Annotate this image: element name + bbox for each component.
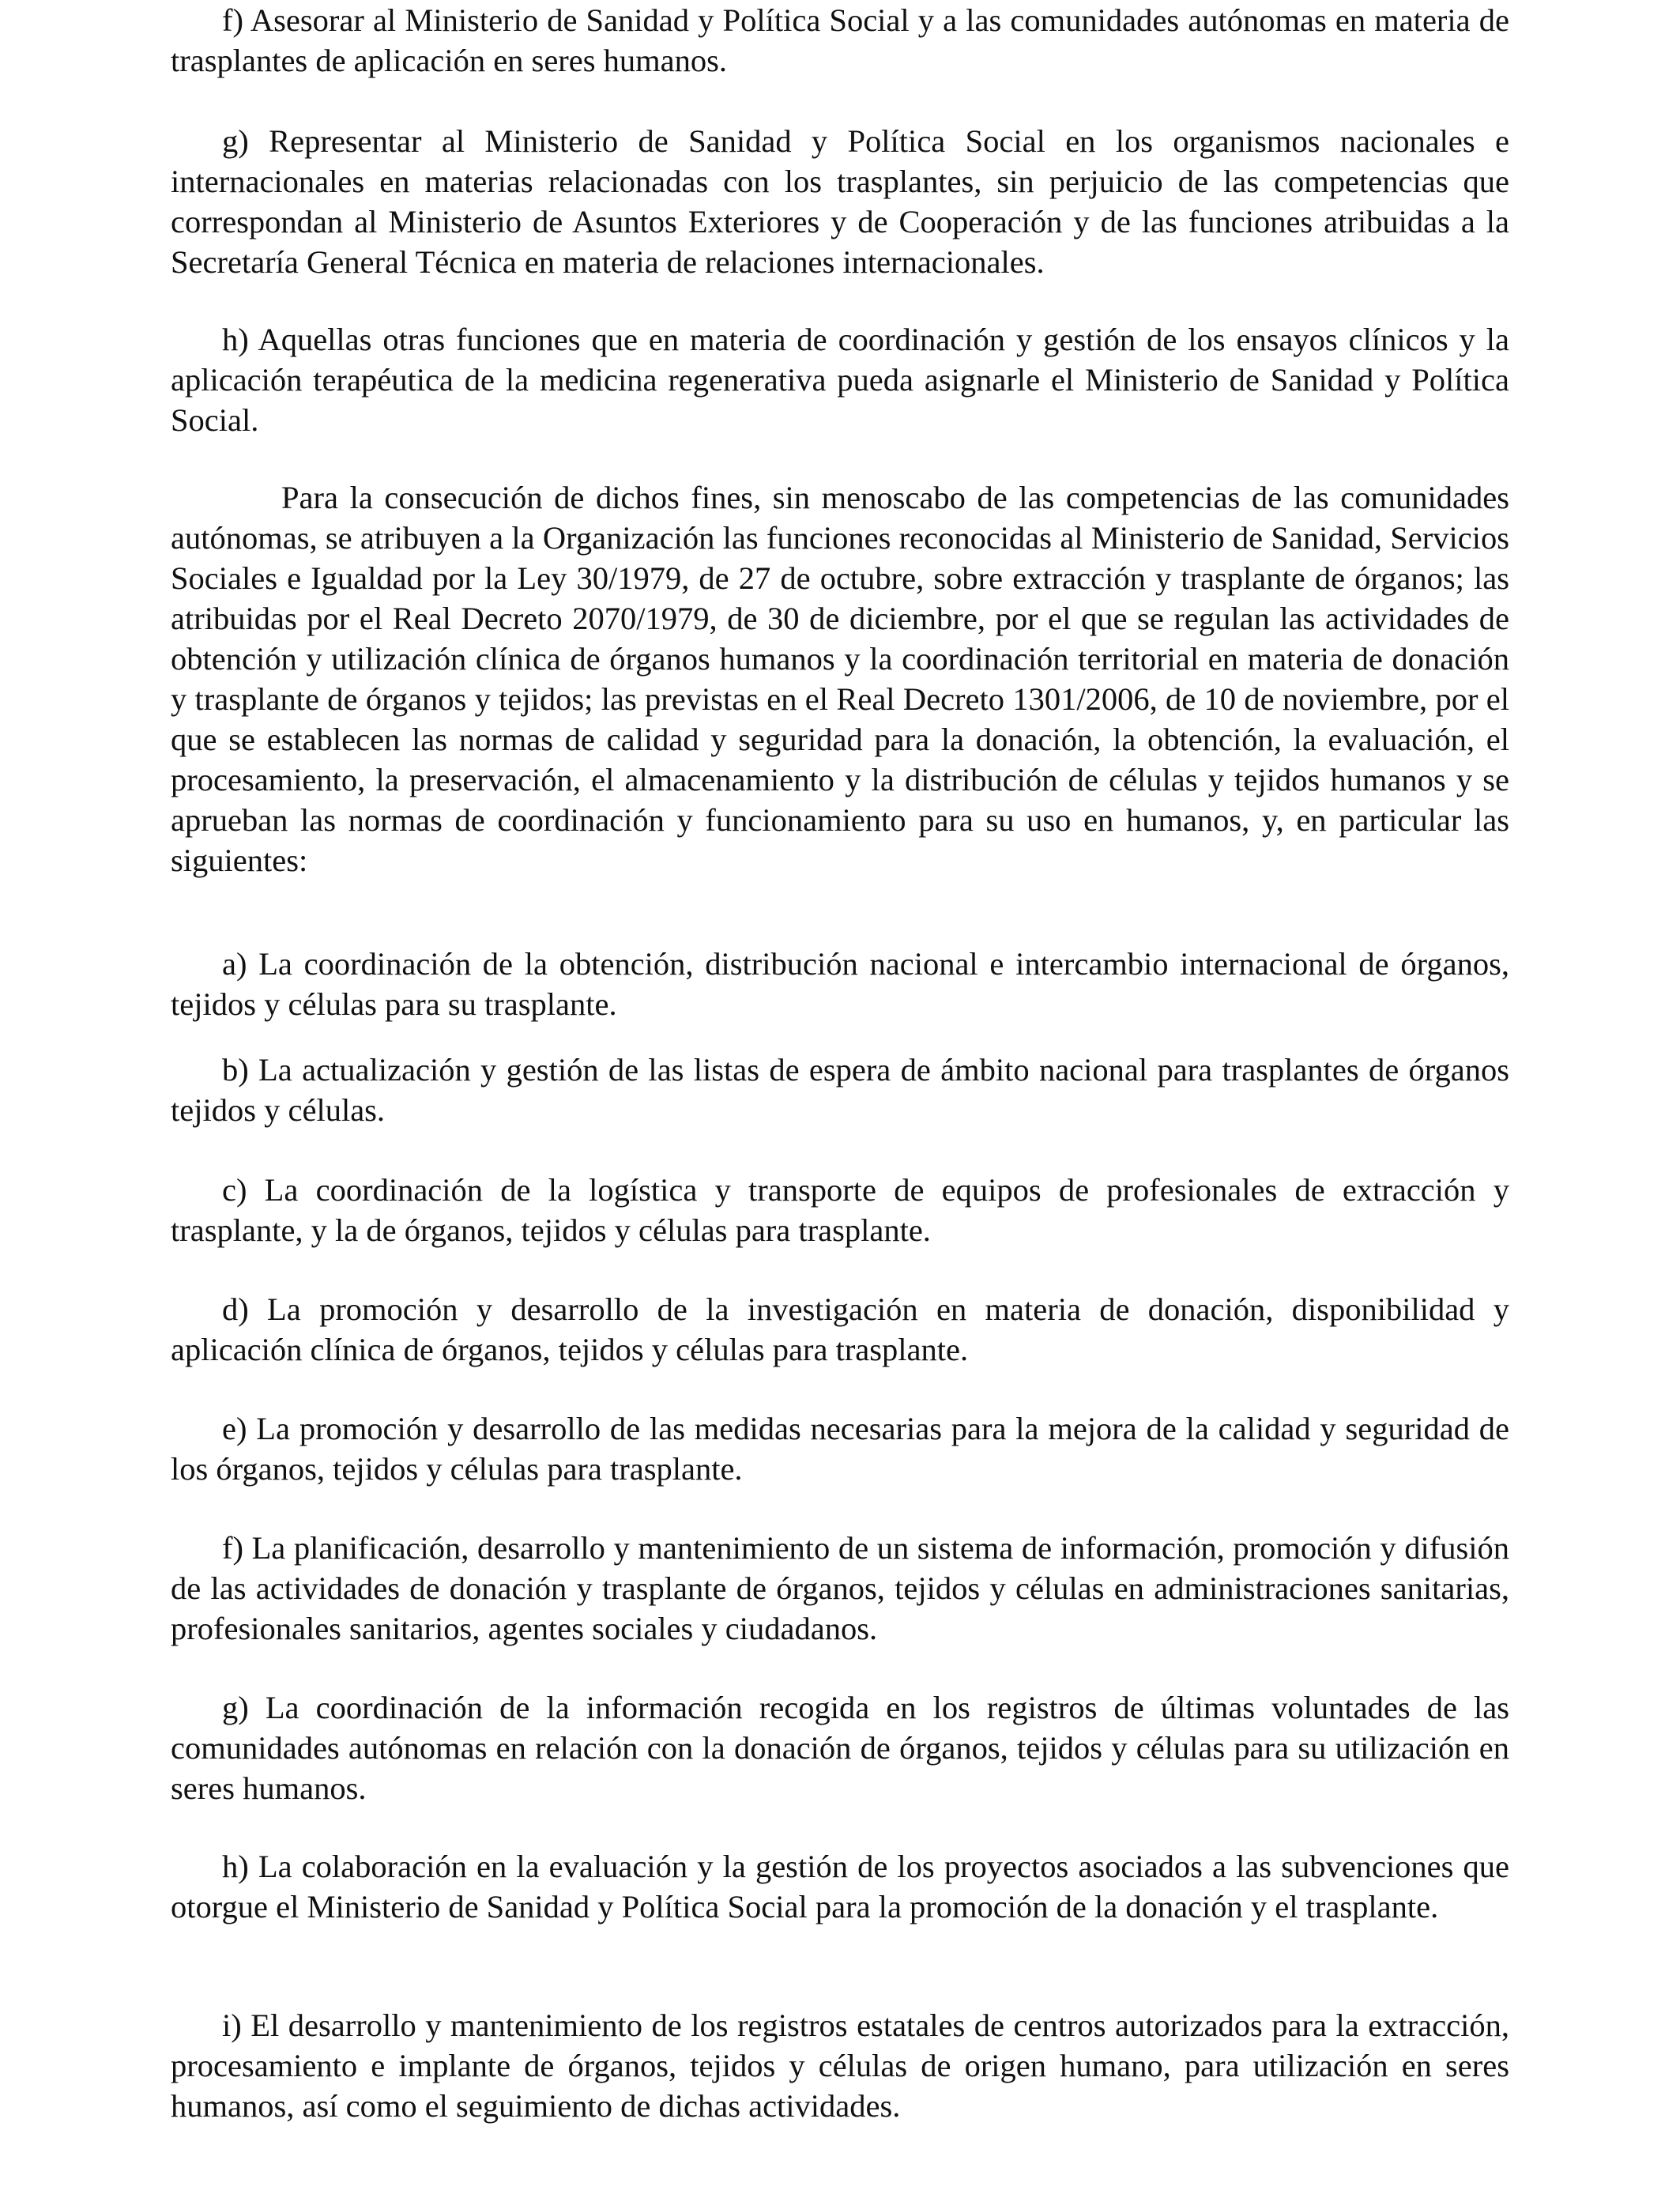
paragraph-f-planificacion: f) La planificación, desarrollo y mantenimiento de un sistema de información, promoción y difusión de las actividades de donación y trasplante de órganos, tejidos y células en administraciones sanitarias, profesionales sanitarios, agentes sociales y ciudadanos. (171, 1530, 1509, 1646)
paragraph-b-actualizacion: b) La actualización y gestión de las listas de espera de ámbito nacional para trasplantes de órganos tejidos y células. (171, 1052, 1509, 1128)
paragraph-d-promocion: d) La promoción y desarrollo de la investigación en materia de donación, disponibilidad y aplicación clínica de órganos, tejidos y células para trasplante. (171, 1291, 1509, 1367)
paragraph-f-asesorar: f) Asesorar al Ministerio de Sanidad y Política Social y a las comunidades autónomas en materia de trasplantes de aplicación en seres humanos. (171, 2, 1509, 78)
paragraph-h-colaboracion: h) La colaboración en la evaluación y la gestión de los proyectos asociados a las subvenciones que otorgue el Ministerio de Sanidad y Política Social para la promoción de la donación y el trasplante. (171, 1849, 1509, 1924)
paragraph-g-registros: g) La coordinación de la información recogida en los registros de últimas voluntades de las comunidades autónomas en relación con la donación de órganos, tejidos y células para su utilización en seres humanos. (171, 1690, 1509, 1806)
paragraph-i-desarrollo: i) El desarrollo y mantenimiento de los registros estatales de centros autorizados para la extracción, procesamiento e implante de órganos, tejidos y células de origen humano, para utilización en seres humanos, así como el seguimiento de dichas actividades. (171, 2007, 1509, 2124)
paragraph-g-representar: g) Representar al Ministerio de Sanidad y Política Social en los organismos nacionales e internacionales en materias relacionadas con los trasplantes, sin perjuicio de las competencias que correspondan al Ministerio de Asuntos Exteriores y de Cooperación y de las funciones atribuidas a la Secretaría General Técnica en materia de relaciones internacionales. (171, 123, 1509, 280)
paragraph-a-coordinacion: a) La coordinación de la obtención, distribución nacional e intercambio internacional de órganos, tejidos y células para su trasplante. (171, 946, 1509, 1022)
paragraph-h-aquellas: h) Aquellas otras funciones que en materia de coordinación y gestión de los ensayos clínicos y la aplicación terapéutica de la medicina regenerativa pueda asignarle el Ministerio de Sanidad y Política Social. (171, 322, 1509, 438)
paragraph-e-medidas: e) La promoción y desarrollo de las medidas necesarias para la mejora de la calidad y seguridad de los órganos, tejidos y células para trasplante. (171, 1411, 1509, 1487)
paragraph-c-logistica: c) La coordinación de la logística y transporte de equipos de profesionales de extracción y trasplante, y la de órganos, tejidos y células para trasplante. (171, 1172, 1509, 1248)
paragraph-para-consecucion: Para la consecución de dichos fines, sin menoscabo de las competencias de las comunidades autónomas, se atribuyen a la Organización las funciones reconocidas al Ministerio de Sanidad, Servicios Sociales e Igualdad por la Ley 30/1979, de 27 de octubre, sobre extracción y trasplante de órganos; las atribuidas por el Real Decreto 2070/1979, de 30 de diciembre, por el que se regulan las actividades de obtención y utilización clínica de órganos humanos y la coordinación territorial en materia de donación y trasplante de órganos y tejidos; las previstas en el Real Decreto 1301/2006, de 10 de noviembre, por el que se establecen las normas de calidad y seguridad para la donación, la obtención, la evaluación, el procesamiento, la preservación, el almacenamiento y la distribución de células y tejidos humanos y se aprueban las normas de coordinación y funcionamiento para su uso en humanos, y, en particular las siguientes: (171, 480, 1509, 878)
